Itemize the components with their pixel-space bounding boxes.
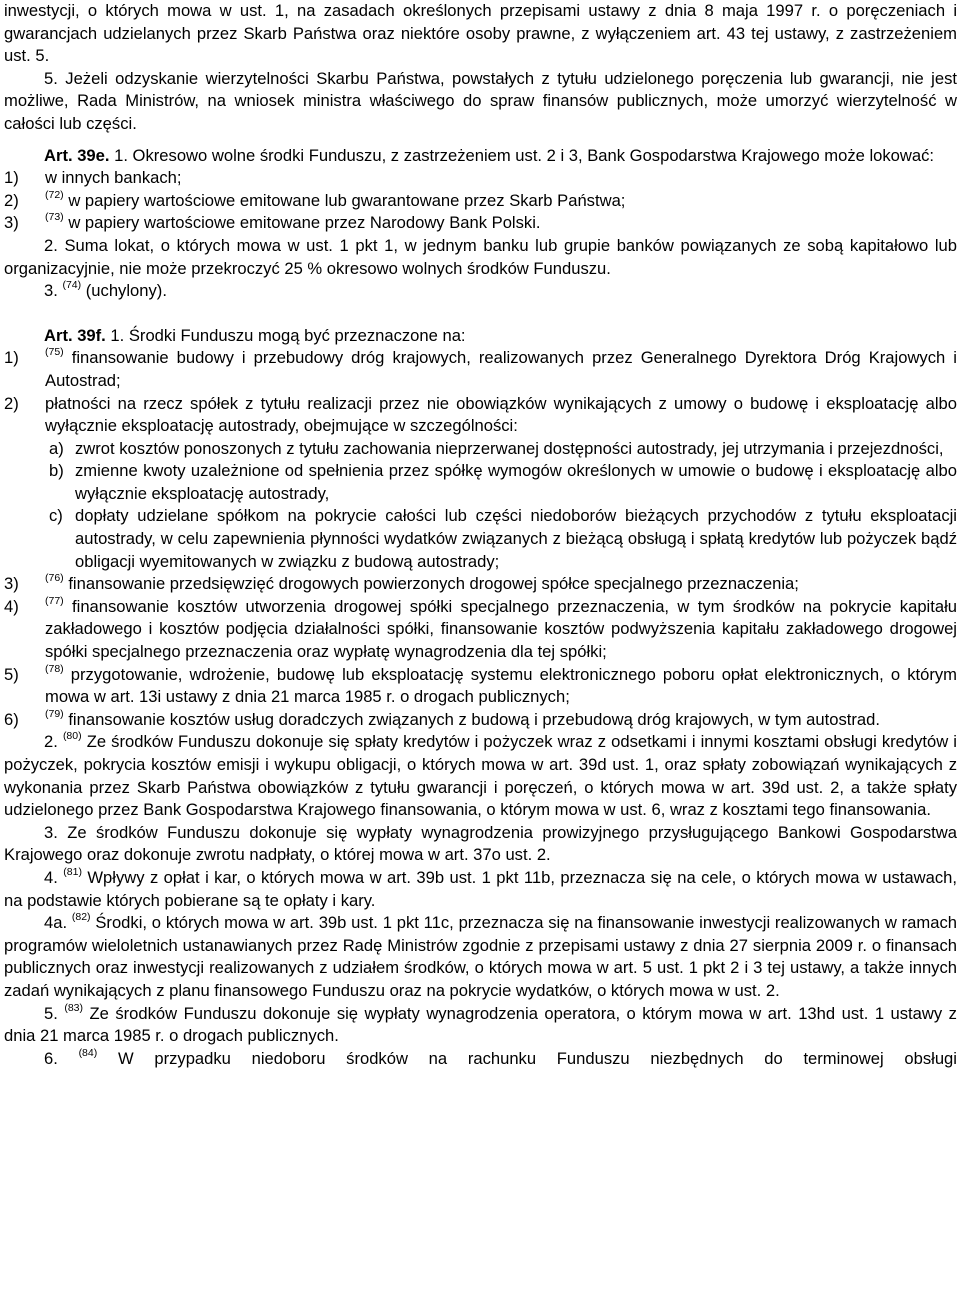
art-39f-ust-3: 3. Ze środków Funduszu dokonuje się wypłaty wynagrodzenia prowizyjnego przysługującego Bankowi Gospodarstwa Krajowego oraz dokonuje zwrotu nadpłaty, o której mowa w art. 37o ust. 2.: [4, 822, 957, 865]
art-39f-ust-4a: 4a. $^{(82)}$ Środki, o których mowa w art. 39b ust. 1 pkt 11c, przeznacza się na finansowanie inwestycji realizowanych w ramach programów wieloletnich ustanawianych przez Radę Ministrów zgodnie z przepisami ustawy z dnia 27 sierpnia 2009 r. o finansach publicznych oraz inwestycji realizowanych z udziałem środków, o których mowa w art. 5 ust. 1 pkt 2 i 3 tej ustawy, a także innych zadań wynikających z planu finansowego Funduszu oraz na pokrycie wydatków, o których mowa w ust. 2.: [4, 911, 957, 1000]
list-item: 6) $^{(79)}$ finansowanie kosztów usług doradczych związanych z budową i przebudową dróg krajowych, w tym autostrad.: [4, 707, 880, 729]
paragraph-ust-5: 5. Jeżeli odzyskanie wierzytelności Skarbu Państwa, powstałych z tytułu udzielonego poręczenia lub gwarancji, nie jest możliwe, Rada Ministrów, na wniosek ministra właściwego do spraw finansów publicznych, może umorzyć wierzytelność w całości lub części.: [4, 68, 957, 133]
list-item: 4) $^{(77)}$ finansowanie kosztów utworzenia drogowej spółki specjalnego przeznaczenia, w tym środków na pokrycie kapitału zakładowego i kosztów podjęcia działalności spółki, finansowanie kosztów podwyższenia kapitału zakładowego drogowej spółki specjalnego przeznaczenia oraz wypłatę wynagrodzenia dla tej spółki;: [4, 594, 957, 662]
footnote-ref: (82): [71, 911, 91, 924]
footnote-ref: (77): [45, 594, 64, 607]
document-page: [4, 0, 957, 1070]
list-item: 1) w innych bankach;: [4, 168, 182, 188]
sub-item: c) dopłaty udzielane spółkom na pokrycie całości lub części niedoborów bieżących przychodów z tytułu eksploatacji autostrady, w celu zapewnienia płynności wydatków związanych z bieżącą obsługą i spłatą kredytów lub pożyczek bądź obligacji wyemitowanych w związku z budową autostrady;: [49, 506, 957, 571]
art-39e-ust-2: 2. Suma lokat, o których mowa w ust. 1 pkt 1, w jednym banku lub grupie banków powiązanych ze sobą kapitałowo lub organizacyjnie, nie może przekroczyć 25 % okresowo wolnych środków Funduszu.: [4, 235, 957, 278]
sub-item: a) zwrot kosztów ponoszonych z tytułu zachowania nieprzerwanej dostępności autostrady, jej utrzymania i przejezdności,: [49, 438, 944, 458]
list-item: 5) $^{(78)}$ przygotowanie, wdrożenie, budowę lub eksploatację systemu elektronicznego poboru opłat elektronicznych, o którym mowa w art. 13i ustawy z dnia 21 marca 1985 r. o drogach publicznych;: [4, 662, 957, 707]
footnote-ref: (78): [45, 662, 64, 675]
list-item: 3) $^{(76)}$ finansowanie przedsięwzięć drogowych powierzonych drogowej spółce specjalnego przeznaczenia;: [4, 572, 799, 594]
art-39f-ust-6: 6. $^{(84)}$ W przypadku niedoboru środków na rachunku Funduszu niezbędnych do terminowej obsługi: [44, 1046, 957, 1068]
list-item: 2) $^{(72)}$ w papiery wartościowe emitowane lub gwarantowane przez Skarb Państwa;: [4, 188, 626, 210]
art-39e-ust-3: 3. $^{(74)}$ (uchylony).: [44, 279, 167, 301]
art-39f-ust-1: Art. 39f. 1. Środki Funduszu mogą być przeznaczone na:: [44, 325, 466, 345]
art-39f-ust-4: 4. $^{(81)}$ Wpływy z opłat i kar, o których mowa w art. 39b ust. 1 pkt 11b, przeznacza się na cele, o których mowa w ustawach, na podstawie których pobierane są te opłaty i kary.: [4, 865, 957, 910]
footnote-ref: (76): [45, 572, 64, 585]
footnote-ref: (73): [45, 211, 64, 224]
list-item: 3) $^{(73)}$ w papiery wartościowe emitowane przez Narodowy Bank Polski.: [4, 211, 541, 233]
footnote-ref: (83): [64, 1001, 84, 1014]
sub-item: b) zmienne kwoty uzależnione od spełnienia przez spółkę wymogów określonych w umowie o budowę i eksploatację albo wyłącznie eksploatację autostrady,: [49, 461, 957, 503]
footnote-ref: (80): [62, 730, 82, 743]
footnote-ref: (72): [45, 188, 64, 201]
list-item: 2) płatności na rzecz spółek z tytułu realizacji przez nie obowiązków wynikających z umowy o budowę i eksploatację albo wyłącznie eksploatację autostrady, obejmujące w szczególności:: [4, 393, 957, 436]
art-39e-ust-1: Art. 39e. 1. Okresowo wolne środki Funduszu, z zastrzeżeniem ust. 2 i 3, Bank Gospodarstwa Krajowego może lokować:: [44, 145, 935, 165]
article-heading: Art. 39f.: [44, 325, 106, 345]
footnote-ref: (75): [45, 346, 64, 359]
list-item: 1) $^{(75)}$ finansowanie budowy i przebudowy dróg krajowych, realizowanych przez Generalnego Dyrektora Dróg Krajowych i Autostrad;: [4, 346, 957, 390]
article-heading: Art. 39e.: [44, 145, 110, 165]
art-39f-ust-2: 2. $^{(80)}$ Ze środków Funduszu dokonuje się spłaty kredytów i pożyczek wraz z odsetkami i innymi kosztami obsługi kredytów i pożyczek, pokrycia kosztów emisji i wykupu obligacji, o których mowa w art. 39d ust. 1, oraz spłaty zobowiązań wynikających z wykonania przez Skarb Państwa obowiązków z tytułu gwarancji i poręczeń, o których mowa w art. 39d ust. 2, a także spłaty udzielonego przez Bank Gospodarstwa Krajowego finansowania, o którym mowa w ust. 6, wraz z kosztami tego finansowania.: [4, 730, 957, 820]
footnote-ref: (84): [78, 1046, 98, 1059]
art-39f-ust-5: 5. $^{(83)}$ Ze środków Funduszu dokonuje się wypłaty wynagrodzenia operatora, o którym mowa w art. 13hd ust. 1 ustawy z dnia 21 marca 1985 r. o drogach publicznych.: [4, 1001, 957, 1046]
footnote-ref: (79): [45, 707, 64, 720]
footnote-ref: (81): [63, 865, 82, 878]
footnote-ref: (74): [62, 279, 82, 292]
paragraph-continuation: inwestycji, o których mowa w ust. 1, na zasadach określonych przepisami ustawy z dnia 8 maja 1997 r. o poręczeniach i gwarancjach udzielanych przez Skarb Państwa oraz niektóre osoby prawne, z wyłączeniem art. 43 tej ustawy, z zastrzeżeniem ust. 5.: [4, 1, 957, 66]
